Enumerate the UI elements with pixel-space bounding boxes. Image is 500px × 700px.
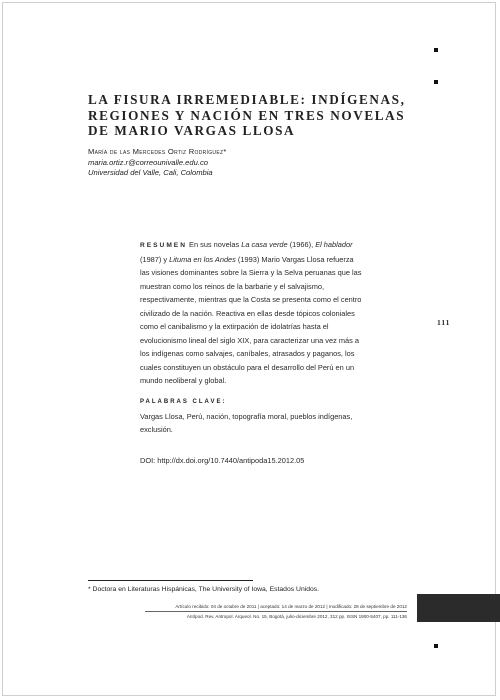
title-line-2: REGIONES Y NACIÓN EN TRES NOVELAS bbox=[88, 107, 406, 123]
author-affiliation: Universidad del Valle, Cali, Colombia bbox=[88, 168, 213, 177]
abstract-text-1: En sus novelas bbox=[186, 240, 242, 249]
abstract-text-2: (1966), bbox=[287, 240, 316, 249]
author-name: María de las Mercedes Ortiz Rodríguez* bbox=[88, 147, 227, 156]
article-title bbox=[88, 92, 418, 139]
author-block bbox=[88, 147, 408, 179]
abstract-text-3: (1987) y bbox=[140, 254, 170, 264]
crop-mark-upper bbox=[434, 80, 438, 84]
novel-title-3: Lituma en los Andes bbox=[169, 254, 236, 264]
keywords-text: Vargas Llosa, Perú, nación, topografía moral, pueblos indígenas, exclusión. bbox=[140, 412, 353, 434]
abstract-text-4: (1993) Mario Vargas Llosa refuerza las visiones dominantes sobre la Sierra y la Selva peruanas que las muestran como los reinos de la barbarie y el salvajismo, respectivamente, mientras que la Costa se presenta como el centro civilizado de la nación. Reactiva en ellas desde tópicos coloniales como el canibalismo y la extirpación de idolatrías hasta el evolucionismo lineal del siglo XIX, para caracterizar una vez más a los indígenas como salvajes, caníbales, atrasados y paganos, los cuales constituyen un obstáculo para el desarrollo del Perú en un mundo neoliberal y global. bbox=[140, 254, 362, 385]
footnote: * Doctora en Literaturas Hispánicas, The University of Iowa, Estados Unidos. bbox=[88, 586, 320, 593]
keywords-heading: PALABRAS CLAVE: bbox=[140, 399, 227, 405]
novel-title-1: La casa verde bbox=[241, 240, 288, 249]
doi-link[interactable]: DOI: http://dx.doi.org/10.7440/antipoda15.2012.05 bbox=[140, 456, 305, 465]
abstract-heading: RESUMEN bbox=[140, 242, 187, 249]
footnote-rule bbox=[88, 580, 253, 581]
crop-mark-top bbox=[434, 48, 438, 52]
novel-title-2: El hablador bbox=[315, 240, 353, 249]
article-dates: Artículo recibido: 04 de octubre de 2011 | aceptado: 14 de marzo de 2012 | modificado: 28 de septiembre de 2012 bbox=[175, 604, 407, 609]
author-email[interactable]: maria.ortiz.r@correounivalle.edu.co bbox=[88, 157, 208, 167]
title-line-3: DE MARIO VARGAS LLOSA bbox=[88, 123, 296, 138]
abstract bbox=[140, 238, 365, 388]
crop-mark-bottom bbox=[434, 644, 438, 648]
page-number: 111 bbox=[437, 318, 451, 327]
thumb-tab bbox=[417, 594, 500, 622]
journal-citation: Antípod. Rev. Antropol. Arqueol. No. 15, Bogotá, julio-diciembre 2012, 312 pp. ISSN 1900-5407, pp. 111-136 bbox=[186, 614, 407, 619]
title-line-1: LA FISURA IRREMEDIABLE: INDÍGENAS, bbox=[88, 92, 406, 107]
footer-rule bbox=[145, 611, 407, 612]
